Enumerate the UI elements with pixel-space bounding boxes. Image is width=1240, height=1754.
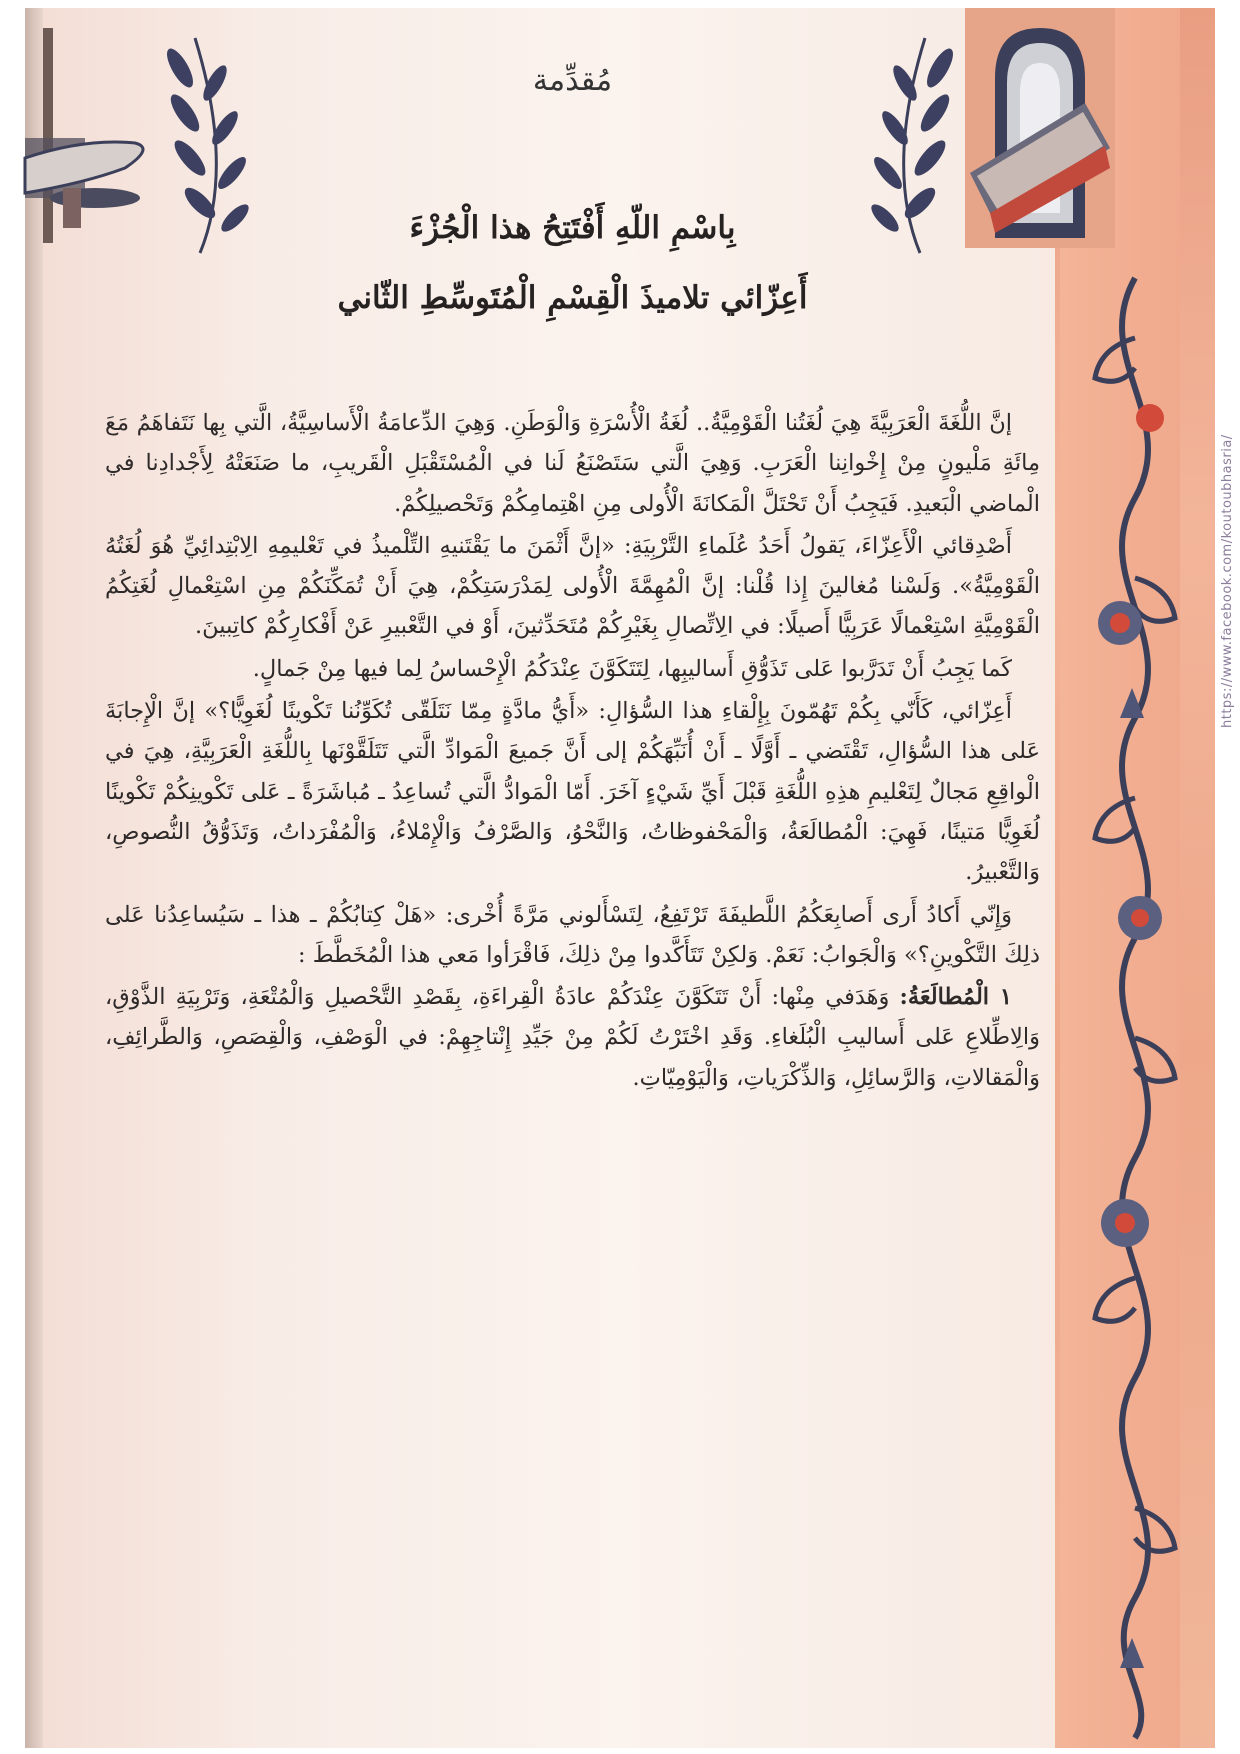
section-label: ١ الْمُطالَعَةُ: bbox=[899, 984, 1012, 1011]
paragraph: وَإِنّي أَكادُ أَرى أَصابِعَكُمُ اللَّطيفَةَ تَرْتَفِعُ، لِتَسْأَلوني مَرَّةً أُخْرى: «هَلْ كِتابُكُمْ ـ هذا ـ سَيُساعِدُنا عَلى ذلِكَ التَّكْوينِ؟» وَالْجَوابُ: نَعَمْ. وَلكِنْ تَتَأَكَّدوا مِنْ ذلِكَ، فَاقْرَأوا مَعي هذا الْمُخَطَّطَ : bbox=[105, 901, 1040, 968]
page-left-edge bbox=[25, 8, 43, 1748]
paragraph: كَما يَجِبُ أَنْ تَدَرَّبوا عَلى تَذَوُّقِ أَساليبِها، لِتَتَكَوَّنَ عِنْدَكُمُ الْإِحْساسُ لِما فيها مِنْ جَمالٍ. bbox=[252, 655, 1012, 682]
opening-heading: بِاسْمِ اللّهِ أَفْتَتِحُ هذا الْجُزْءَ bbox=[409, 210, 736, 246]
paragraph: أَصْدِقائي الْأَعِزّاءَ، يَقولُ أَحَدُ عُلَماءِ التَّرْبِيَةِ: «إنَّ أَثْمَنَ ما يَقْتَنيهِ التِّلْميذُ في تَعْليمِهِ الِابْتِدائِيِّ هُوَ لُغَتُهُ الْقَوْمِيَّةُ». وَلَسْنا مُغالينَ إِذا قُلْنا: إنَّ الْمُهِمَّةَ الْأُولى لِمَدْرَسَتِكُمْ، هِيَ أَنْ تُمَكِّنَكُمْ مِنِ اسْتِعْمالِ لُغَتِكُمُ الْقَوْمِيَّةِ اسْتِعْمالًا عَرَبِيًّا أَصيلًا: في الِاتِّصالِ بِغَيْرِكُمْ مُتَحَدِّثينَ، أَوْ في التَّعْبيرِ عَنْ أَفْكارِكُمْ كاتِبينَ. bbox=[105, 532, 1040, 640]
scanned-page bbox=[25, 8, 1235, 1748]
floral-vine-icon bbox=[1080, 278, 1190, 1738]
paragraph: أَعِزّائي، كَأَنّي بِكُمْ تَهُمّونَ بِإِلْقاءِ هذا السُّؤالِ: «أَيُّ مادَّةٍ مِمّا نَتَلَقّى تُكَوِّنُنا تَكْوينًا لُغَوِيًّا؟» إنَّ الْإِجابَةَ عَلى هذا السُّؤالِ، تَقْتَضي ـ أَوَّلًا ـ أَنْ أُنَبِّهَكُمْ إلى أَنَّ جَميعَ الْمَوادِّ الَّتي تَتَلَقَّوْنَها بِاللُّغَةِ الْعَرَبِيَّةِ، هِيَ في الْواقِعِ مَجالٌ لِتَعْليمِ هذِهِ اللُّغَةِ قَبْلَ أَيِّ شَيْءٍ آخَرَ. أَمّا الْمَوادُّ الَّتي تُساعِدُ ـ مُباشَرَةً ـ عَلى تَكْوينِكُمْ تَكْوينًا لُغَوِيًّا مَتينًا، فَهِيَ: الْمُطالَعَةُ، وَالْمَحْفوظاتُ، وَالنَّحْوُ، وَالصَّرْفُ وَالْإِمْلاءُ، وَالْمُفْرَداتُ، وَتَذَوُّقُ النُّصوصِ، وَالتَّعْبيرُ. bbox=[105, 698, 1040, 886]
section-reading bbox=[105, 977, 1040, 1098]
intro-body bbox=[105, 403, 1040, 1098]
page-content bbox=[105, 63, 1040, 1100]
page-title: مُقدِّمة bbox=[532, 63, 613, 98]
address-heading: أَعِزّائي تلاميذَ الْقِسْمِ الْمُتَوسِّطِ الثّاني bbox=[337, 280, 808, 316]
section-text: وَهَدَفي مِنْها: أَنْ تَتَكَوَّنَ عِنْدَكُمْ عادَةُ الْقِراءَةِ، بِقَصْدِ التَّحْصيلِ وَالْمُتْعَةِ، وَتَرْبِيَةِ الذَّوْقِ، وَالِاطِّلاعِ عَلى أَساليبِ الْبُلَغاءِ. وَقَدِ اخْتَرْتُ لَكُمْ مِنْ جَيِّدِ إِنْتاجِهِمْ: في الْوَصْفِ، وَالْقِصَصِ، وَالطَّرائِفِ، وَالْمَقالاتِ، وَالرَّسائِلِ، وَالذِّكْرَياتِ، وَالْيَوْمِيّاتِ. bbox=[105, 984, 1040, 1091]
paragraph: إنَّ اللُّغَةَ الْعَرَبِيَّةَ هِيَ لُغَتُنا الْقَوْمِيَّةُ.. لُغَةُ الْأُسْرَةِ وَالْوَطَنِ. وَهِيَ الدِّعامَةُ الْأَساسِيَّةُ، الَّتي بِها نَتَفاهَمُ مَعَ مِائَةِ مَلْيونٍ مِنْ إِخْوانِنا الْعَرَبِ. وَهِيَ الَّتي سَتَصْنَعُ لَنا في الْمُسْتَقْبَلِ الْقَريبِ، ما صَنَعَتْهُ لِأَجْدادِنا في الْماضي الْبَعيدِ. فَيَجِبُ أَنْ تَحْتَلَّ الْمَكانَةَ الْأُولى مِنِ اهْتِمامِكُمْ وَتَحْصيلِكُمْ. bbox=[105, 410, 1040, 517]
watermark-url: https://www.facebook.com/koutoubhasria/ bbox=[1220, 434, 1235, 728]
